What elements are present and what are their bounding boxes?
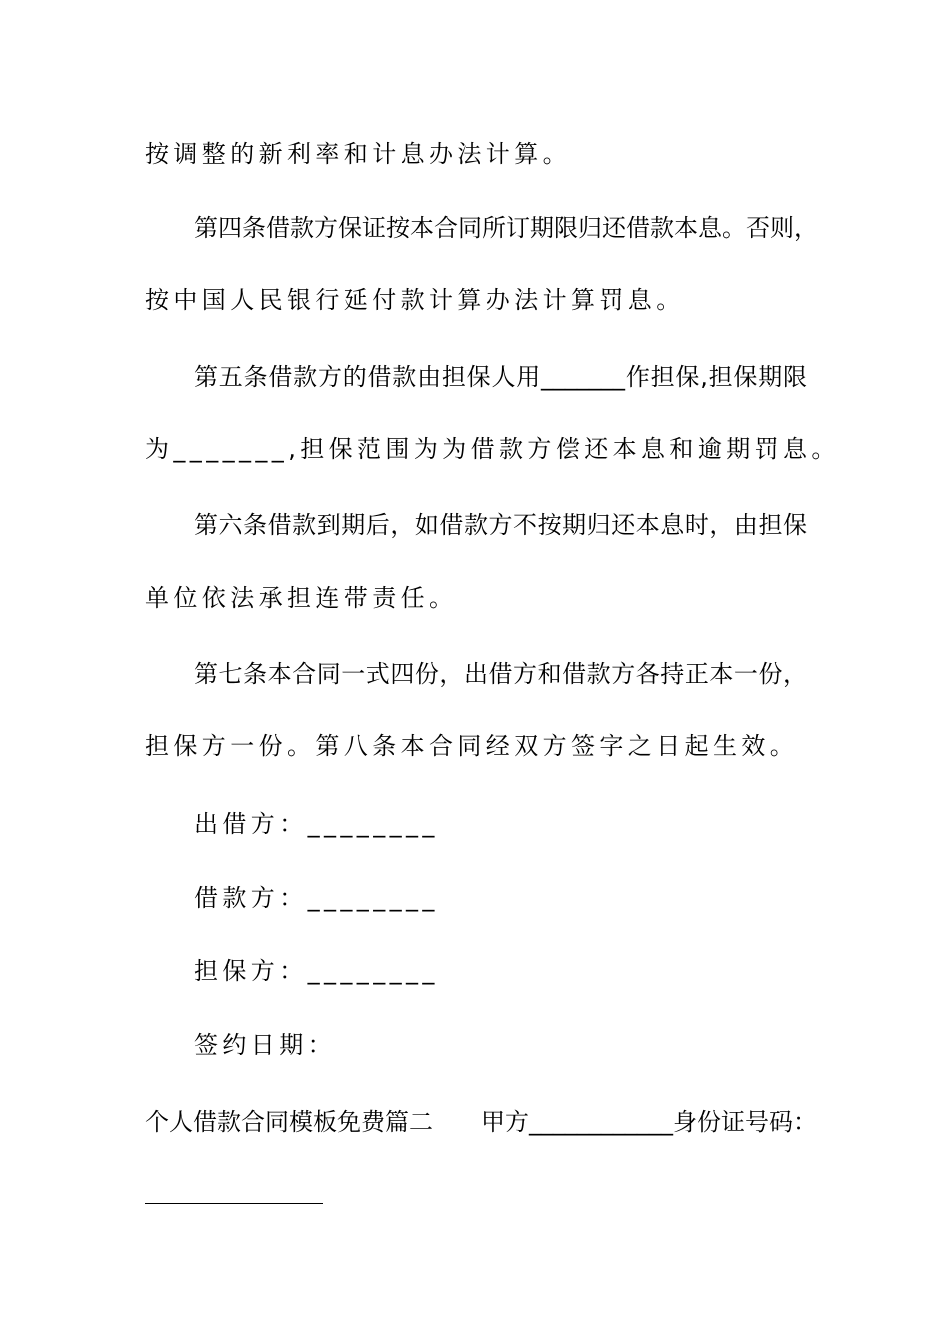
article-5-line-1: 第五条借款方的借款由担保人用_______作担保,担保期限 (194, 363, 807, 391)
paragraph-line-rate-calc: 按调整的新利率和计息办法计算。 (145, 140, 571, 168)
signing-date-line: 签约日期： (194, 1031, 336, 1059)
article-7-line-1: 第七条本合同一式四份，出借方和借款方各持正本一份， (194, 660, 807, 688)
article-4-line-2: 按中国人民银行延付款计算办法计算罚息。 (145, 286, 685, 314)
guarantor-signature-line: 担保方：________ (194, 957, 439, 985)
borrower-signature-line: 借款方：________ (194, 884, 439, 912)
id-number-blank-rule (145, 1203, 323, 1204)
contract-template-2-heading: 个人借款合同模板免费篇二 甲方____________身份证号码： (145, 1108, 817, 1136)
article-4-line-1: 第四条借款方保证按本合同所订期限归还借款本息。否则， (194, 214, 818, 242)
article-5-line-2: 为_______,担保范围为为借款方偿还本息和逾期罚息。 (145, 435, 840, 463)
lender-signature-line: 出借方：________ (194, 810, 439, 838)
article-7-8-line-2: 担保方一份。第八条本合同经双方签字之日起生效。 (145, 732, 799, 760)
article-6-line-2: 单位依法承担连带责任。 (145, 584, 458, 612)
article-6-line-1: 第六条借款到期后，如借款方不按期归还本息时，由担保 (194, 511, 807, 539)
